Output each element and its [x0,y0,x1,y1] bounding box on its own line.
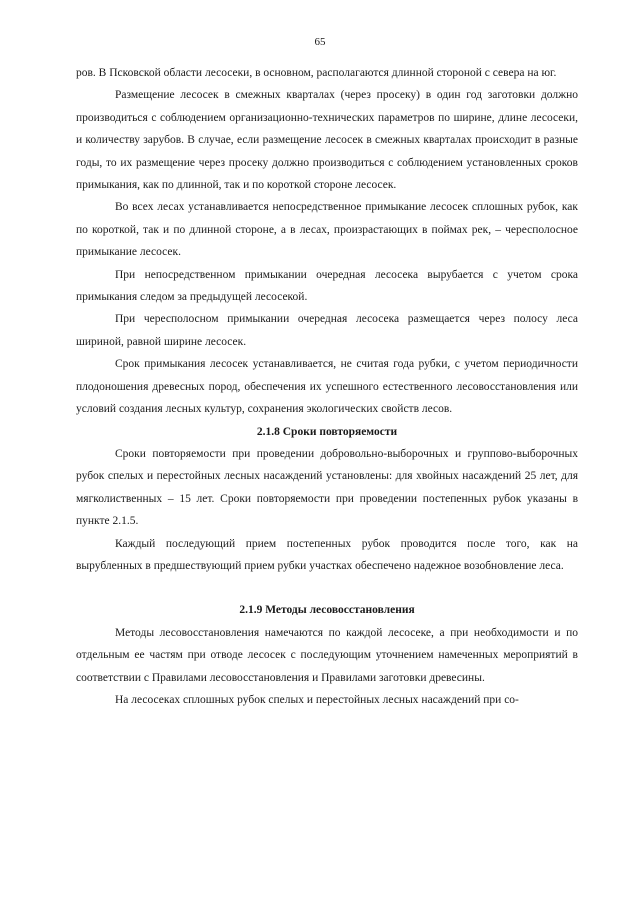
paragraph: Методы лесовосстановления намечаются по каждой лесосеке, а при необходимости и по отдельным ее частям при отводе лесосек с последующим уточнением намеченных мероприятий в соответствии с Правилами лесовосстановления и Правилами заготовки древесины. [76,626,578,684]
paragraph: На лесосеках сплошных рубок спелых и перестойных лесных насаждений при со- [115,693,519,706]
section-heading-2-1-9: 2.1.9 Методы лесовосстановления [239,604,415,617]
paragraph: При непосредственном примыкании очередная лесосека вырубается с учетом срока примыкания следом за предыдущей лесосекой. [76,268,578,304]
paragraph: Размещение лесосек в смежных кварталах (через просеку) в один год заготовки должно производиться с соблюдением организационно-технических параметров по ширине, длине лесосеки, и количеству зарубов. В случае, если размещение лесосек в смежных кварталах происходит в разные годы, то их размещение через просеку должно производиться с соблюдением установленных сроков примыкания, как по длинной, так и по короткой стороне лесосек. [76,89,578,192]
paragraph: Во всех лесах устанавливается непосредственное примыкание лесосек сплошных рубок, как по короткой, так и по длинной стороне, а в лесах, произрастающих в поймах рек, – чересполосное примыкание лесосек. [76,201,578,259]
paragraph: Срок примыкания лесосек устанавливается, не считая года рубки, с учетом периодичности плодоношения древесных пород, обеспечения их успешного естественного лесовосстановления или условий создания лесных культур, сохранения экологических свойств лесов. [76,358,578,416]
section-heading-2-1-8: 2.1.8 Сроки повторяемости [256,425,398,438]
body-text [76,62,578,711]
paragraph: Каждый последующий прием постепенных рубок проводится после того, как на вырубленных в предшествующий прием рубки участках обеспечено надежное возобновление леса. [76,537,578,572]
paragraph: Сроки повторяемости при проведении добровольно-выборочных и группово-выборочных рубок спелых и перестойных лесных насаждений установлены: для хвойных насаждений 25 лет, для мягколиственных – 15 лет. Сроки повторяемости при проведении постепенных рубок указаны в пункте 2.1.5. [76,447,578,528]
paragraph: При чересполосном примыкании очередная лесосека размещается через полосу леса шириной, равной ширине лесосек. [76,313,578,348]
page-number: 65 [314,36,326,48]
paragraph: ров. В Псковской области лесосеки, в основном, располагаются длинной стороной с севера на юг. [76,67,557,79]
